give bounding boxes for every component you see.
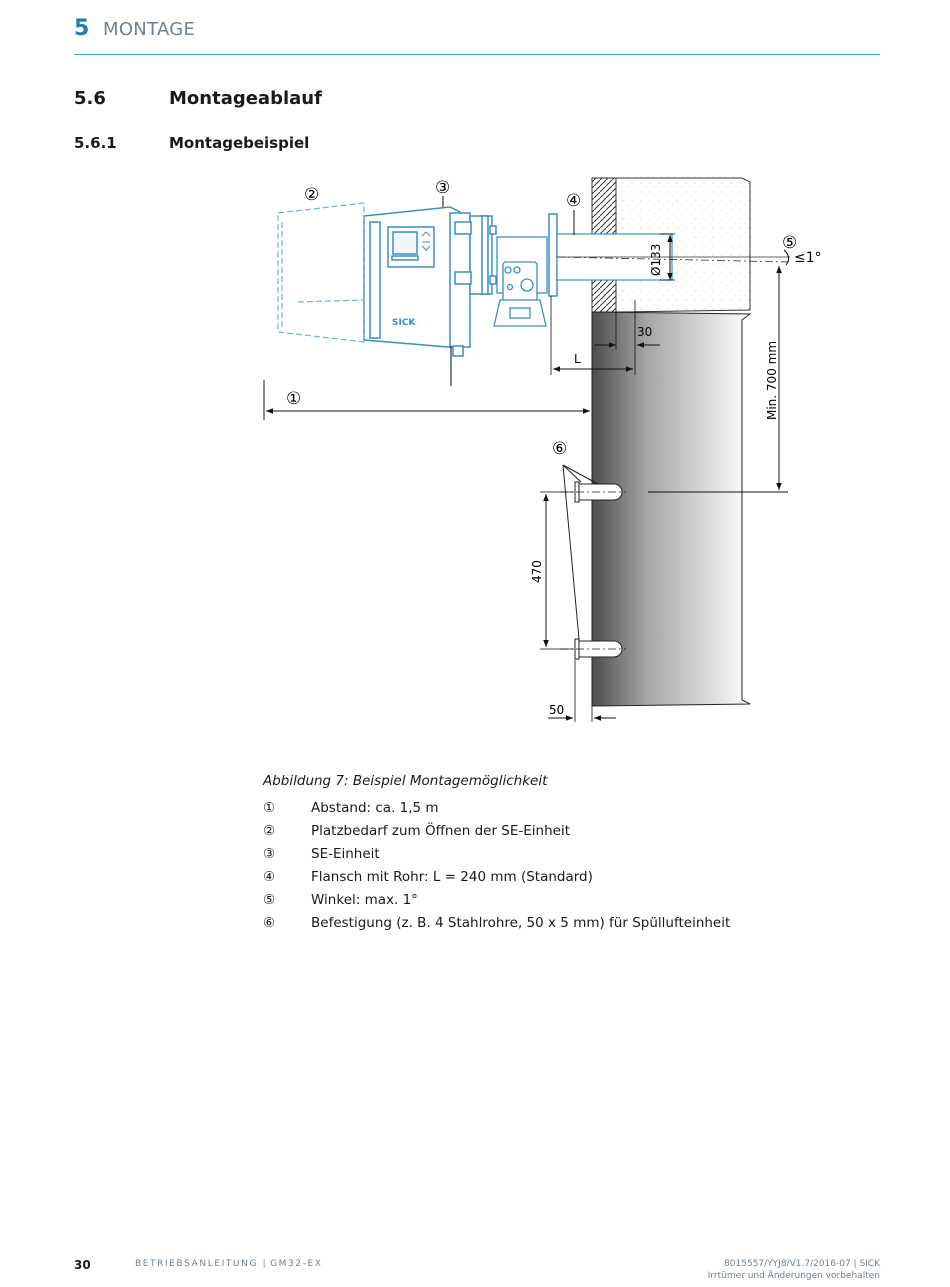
callout-2: ②: [304, 185, 320, 205]
dimension-30-label: 30: [637, 325, 653, 339]
purge-air-unit: [494, 237, 547, 326]
mounting-diagram: [250, 168, 850, 738]
chapter-number: 5: [74, 16, 90, 41]
legend-mark: ②: [263, 823, 276, 839]
dimension-470: [540, 492, 574, 649]
se-unit: [364, 207, 496, 386]
legend-text: Abstand: ca. 1,5 m: [311, 800, 439, 816]
subsection-title: Montagebeispiel: [169, 134, 310, 152]
dimension-50-label: 50: [549, 703, 565, 717]
callout-1: ①: [286, 389, 302, 409]
footer-document-title: [135, 1259, 323, 1269]
callout-4: ④: [566, 191, 582, 211]
page-number: 30: [74, 1258, 91, 1272]
legend-mark: ③: [263, 846, 276, 862]
dimension-l-label: L: [574, 352, 581, 366]
dimension-distance: [264, 380, 590, 420]
legend-text: Flansch mit Rohr: L = 240 mm (Standard): [311, 869, 593, 885]
callout-3: ③: [435, 178, 451, 198]
figure-caption: Abbildung 7: Beispiel Montagemöglichkeit: [263, 773, 548, 789]
footer-disclaimer: Irrtümer und Änderungen vorbehalten: [707, 1271, 880, 1281]
legend-text: Platzbedarf zum Öffnen der SE-Einheit: [311, 823, 571, 839]
callout-6: ⑥: [552, 439, 568, 459]
footer-separator: |: [262, 1259, 266, 1269]
chapter-header: [74, 16, 880, 55]
legend-text: SE-Einheit: [311, 846, 380, 862]
footer-doc-id: 8015557/YYJ8/V1.7/2016-07 | SICK: [724, 1259, 880, 1269]
dimension-diameter-label: Ø133: [649, 243, 663, 276]
sick-logo: SICK: [392, 318, 416, 328]
subsection-number: 5.6.1: [74, 134, 117, 152]
dimension-min-700-label: Min. 700 mm: [765, 340, 779, 420]
angle-label: ≤1°: [794, 250, 822, 266]
legend-mark: ④: [263, 869, 276, 885]
legend-text: Winkel: max. 1°: [311, 892, 418, 908]
footer-doc-type: BETRIEBSANLEITUNG: [135, 1259, 259, 1269]
dimension-470-label: 470: [530, 560, 544, 583]
section-number: 5.6: [74, 88, 106, 109]
footer-product: GM32-EX: [270, 1259, 323, 1269]
legend-mark: ①: [263, 800, 276, 816]
opening-clearance: [278, 203, 364, 342]
callout-5: ⑤: [782, 233, 798, 253]
legend-text: Befestigung (z. B. 4 Stahlrohre, 50 x 5 mm) für Spüllufteinheit: [311, 915, 731, 931]
legend-mark: ⑥: [263, 915, 276, 931]
footer-right: [708, 1258, 880, 1282]
chapter-title: MONTAGE: [103, 19, 196, 40]
section-title: Montageablauf: [169, 88, 322, 109]
legend-mark: ⑤: [263, 892, 276, 908]
